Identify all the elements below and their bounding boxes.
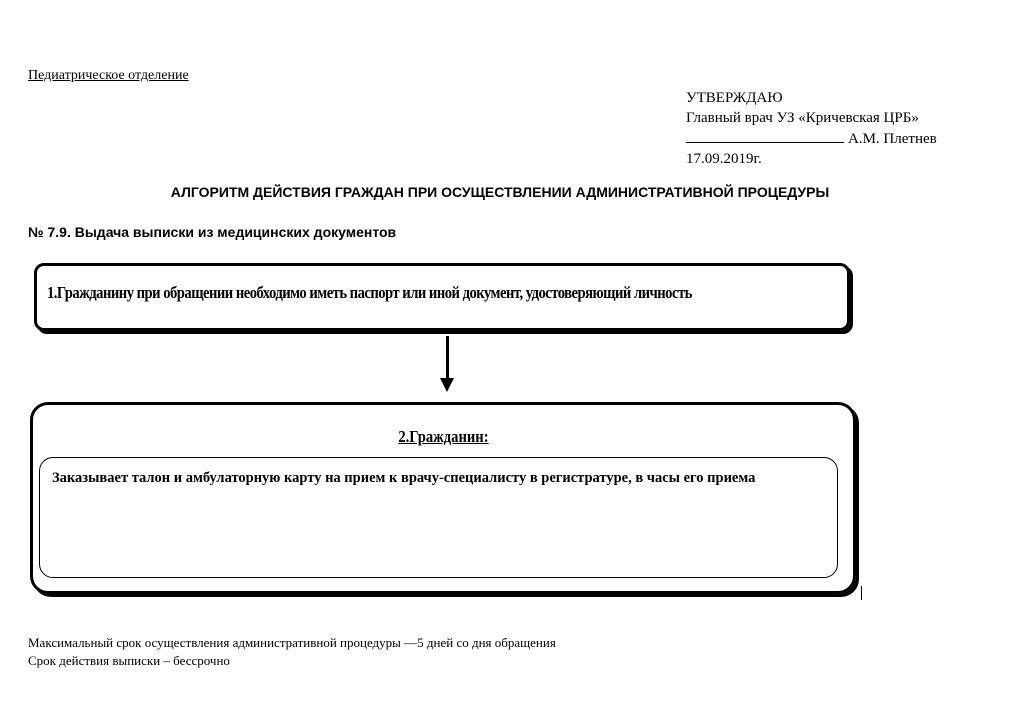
footer-validity: Срок действия выписки – бессрочно bbox=[28, 653, 230, 668]
approval-position: Главный врач УЗ «Кричевская ЦРБ» bbox=[686, 110, 919, 126]
document-title: АЛГОРИТМ ДЕЙСТВИЯ ГРАЖДАН ПРИ ОСУЩЕСТВЛЕНИИ АДМИНИСТРАТИВНОЙ ПРОЦЕДУРЫ bbox=[170, 184, 830, 200]
approval-date: 17.09.2019г. bbox=[686, 151, 762, 167]
step2-header bbox=[33, 427, 853, 447]
step2-inner-box bbox=[39, 457, 838, 578]
approval-signature bbox=[686, 128, 937, 149]
step2-header-text: 2.Гражданин: bbox=[397, 427, 489, 446]
step2-text: Заказывает талон и амбулаторную карту на прием к врачу-специалисту в регистратуре, в часы его приема bbox=[52, 470, 756, 486]
approval-title: УТВЕРЖДАЮ bbox=[686, 90, 783, 106]
flow-arrow-head-icon bbox=[440, 378, 454, 392]
flow-arrow-line bbox=[446, 336, 449, 380]
signature-line bbox=[686, 128, 844, 143]
step1-box bbox=[34, 263, 850, 331]
approval-signer: А.М. Плетнев bbox=[848, 131, 937, 147]
footer-max-term: Максимальный срок осуществления административной процедуры —5 дней со дня обращения bbox=[28, 635, 556, 650]
footer-block bbox=[28, 634, 556, 670]
step2-box bbox=[30, 402, 856, 594]
step1-text: 1.Гражданину при обращении необходимо иметь паспорт или иной документ, удостоверяющий личность bbox=[47, 283, 692, 302]
text-cursor-mark bbox=[861, 586, 862, 600]
approval-block bbox=[686, 88, 937, 169]
procedure-title: № 7.9. Выдача выписки из медицинских документов bbox=[28, 224, 397, 240]
department-label: Педиатрическое отделение bbox=[28, 68, 189, 83]
